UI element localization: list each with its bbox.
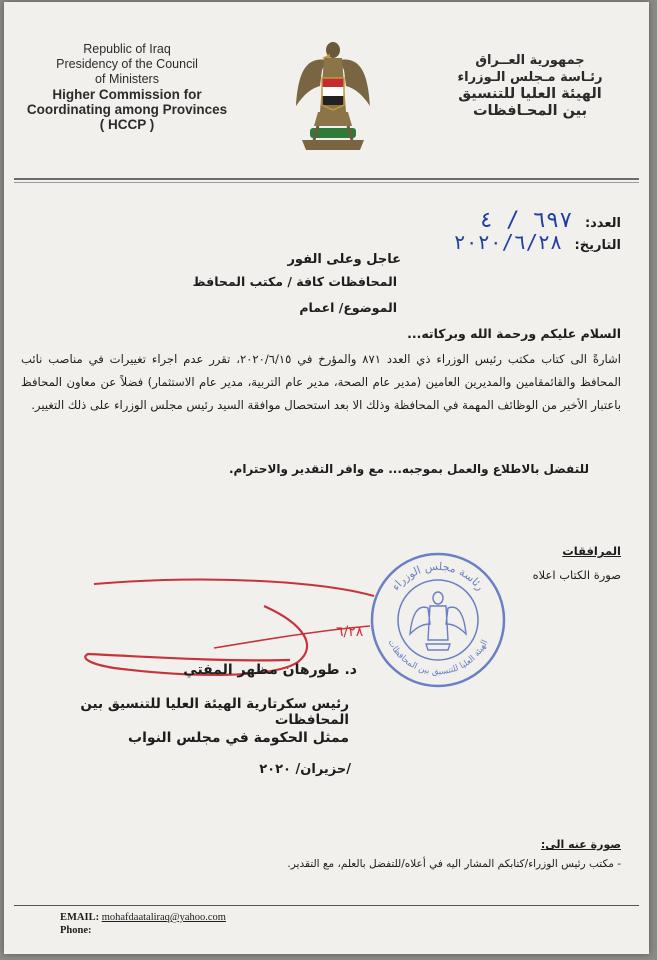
email-link[interactable]: mohafdaataliraq@yahoo.com — [101, 912, 226, 923]
reference-date-value: ٢٠٢٠/٦/٢٨ — [453, 230, 562, 254]
iraq-eagle-emblem-icon — [294, 36, 372, 161]
header-ar-line3: الهيئة العليا للتنسيق — [458, 86, 602, 102]
letter-body: اشارةً الى كتاب مكتب رئيس الوزراء ذي العدد ٨٧١ والمؤرخ في ٢٠٢٠/٦/١٥، تقرر عدم اجراء تغييرات في مناصب نائب المحافظ والقائمقامين والمديرين العامين (مدير عام الصحة، مدير عام التربية، مدير عام الاستثمار) فضلاً عن معاون المحافظ باعتبار الأخير من الوظائف المهمة في المحافظة وذلك الا بعد استحصال موافقة السيد رئيس مجلس الوزراء على ذلك التغيير. — [21, 352, 621, 412]
header-en-line6: ( HCCP ) — [99, 117, 155, 132]
stamp-outer-text: رئاسة مجلس الوزراء — [389, 559, 487, 594]
attachments-title: المرافقات — [562, 544, 621, 558]
letter-page — [4, 2, 649, 954]
header-ar-line2: رئـاسة مـجلس الـوزراء — [457, 70, 603, 85]
header-en-line2: Presidency of the Council — [56, 57, 198, 71]
header-ar-line1: جمهورية العــراق — [475, 53, 585, 68]
signatory-name: د. طورهان مظهر المفتي — [183, 662, 357, 678]
header-english — [22, 42, 232, 132]
urgent-notice: عاجل وعلى الفور — [287, 252, 401, 267]
header-ar-line4: بين المحـافظات — [472, 103, 588, 119]
greeting: السلام عليكم ورحمة الله وبركاته... — [407, 326, 621, 341]
footer-divider — [14, 905, 639, 906]
header-en-line5: Coordinating among Provinces — [26, 102, 228, 117]
signatory-date: /حزيران/ ٢٠٢٠ — [259, 762, 351, 777]
signatory-title: رئيس سكرتارية الهيئة العليا للتنسيق بين المحافظات — [80, 696, 349, 728]
header-en-line1: Republic of Iraq — [83, 42, 171, 56]
reference-date — [454, 230, 621, 254]
reference-date-label: التاريخ: — [574, 238, 621, 253]
header-en-line3: of Ministers — [95, 72, 159, 86]
attachments-item: صورة الكتاب اعلاه — [532, 568, 621, 582]
subject-line: الموضوع/ اعمام — [299, 300, 397, 315]
signatory-title-2: ممثل الحكومة في مجلس النواب — [128, 730, 349, 746]
reference-number-value: ٦٩٧ / ٤ — [479, 208, 573, 233]
handwritten-date: ٦/٢٨ — [336, 624, 364, 640]
email-label: EMAIL: — [60, 912, 100, 923]
closing-line: للتفضل بالاطلاع والعمل بموجبه... مع وافر التقدير والاحترام. — [228, 462, 589, 476]
header-divider — [14, 178, 639, 180]
header-divider-thin — [14, 182, 639, 183]
reference-number-label: العدد: — [584, 216, 621, 231]
copy-to-title: صورة عنه الى: — [540, 838, 621, 851]
phone-label: Phone: — [60, 925, 92, 936]
header-en-line4: Higher Commission for — [52, 87, 202, 102]
footer-contact — [60, 911, 226, 937]
stamp-inner-text: الهيئة العليا للتنسيق بين المحافظات — [385, 638, 491, 678]
recipient-line: المحافظات كافة / مكتب المحافظ — [192, 274, 397, 289]
copy-to-item: - مكتب رئيس الوزراء/كتابكم المشار اليه في أعلاه/للتفضل بالعلم، مع التقدير. — [287, 858, 621, 870]
header-arabic — [435, 52, 625, 120]
